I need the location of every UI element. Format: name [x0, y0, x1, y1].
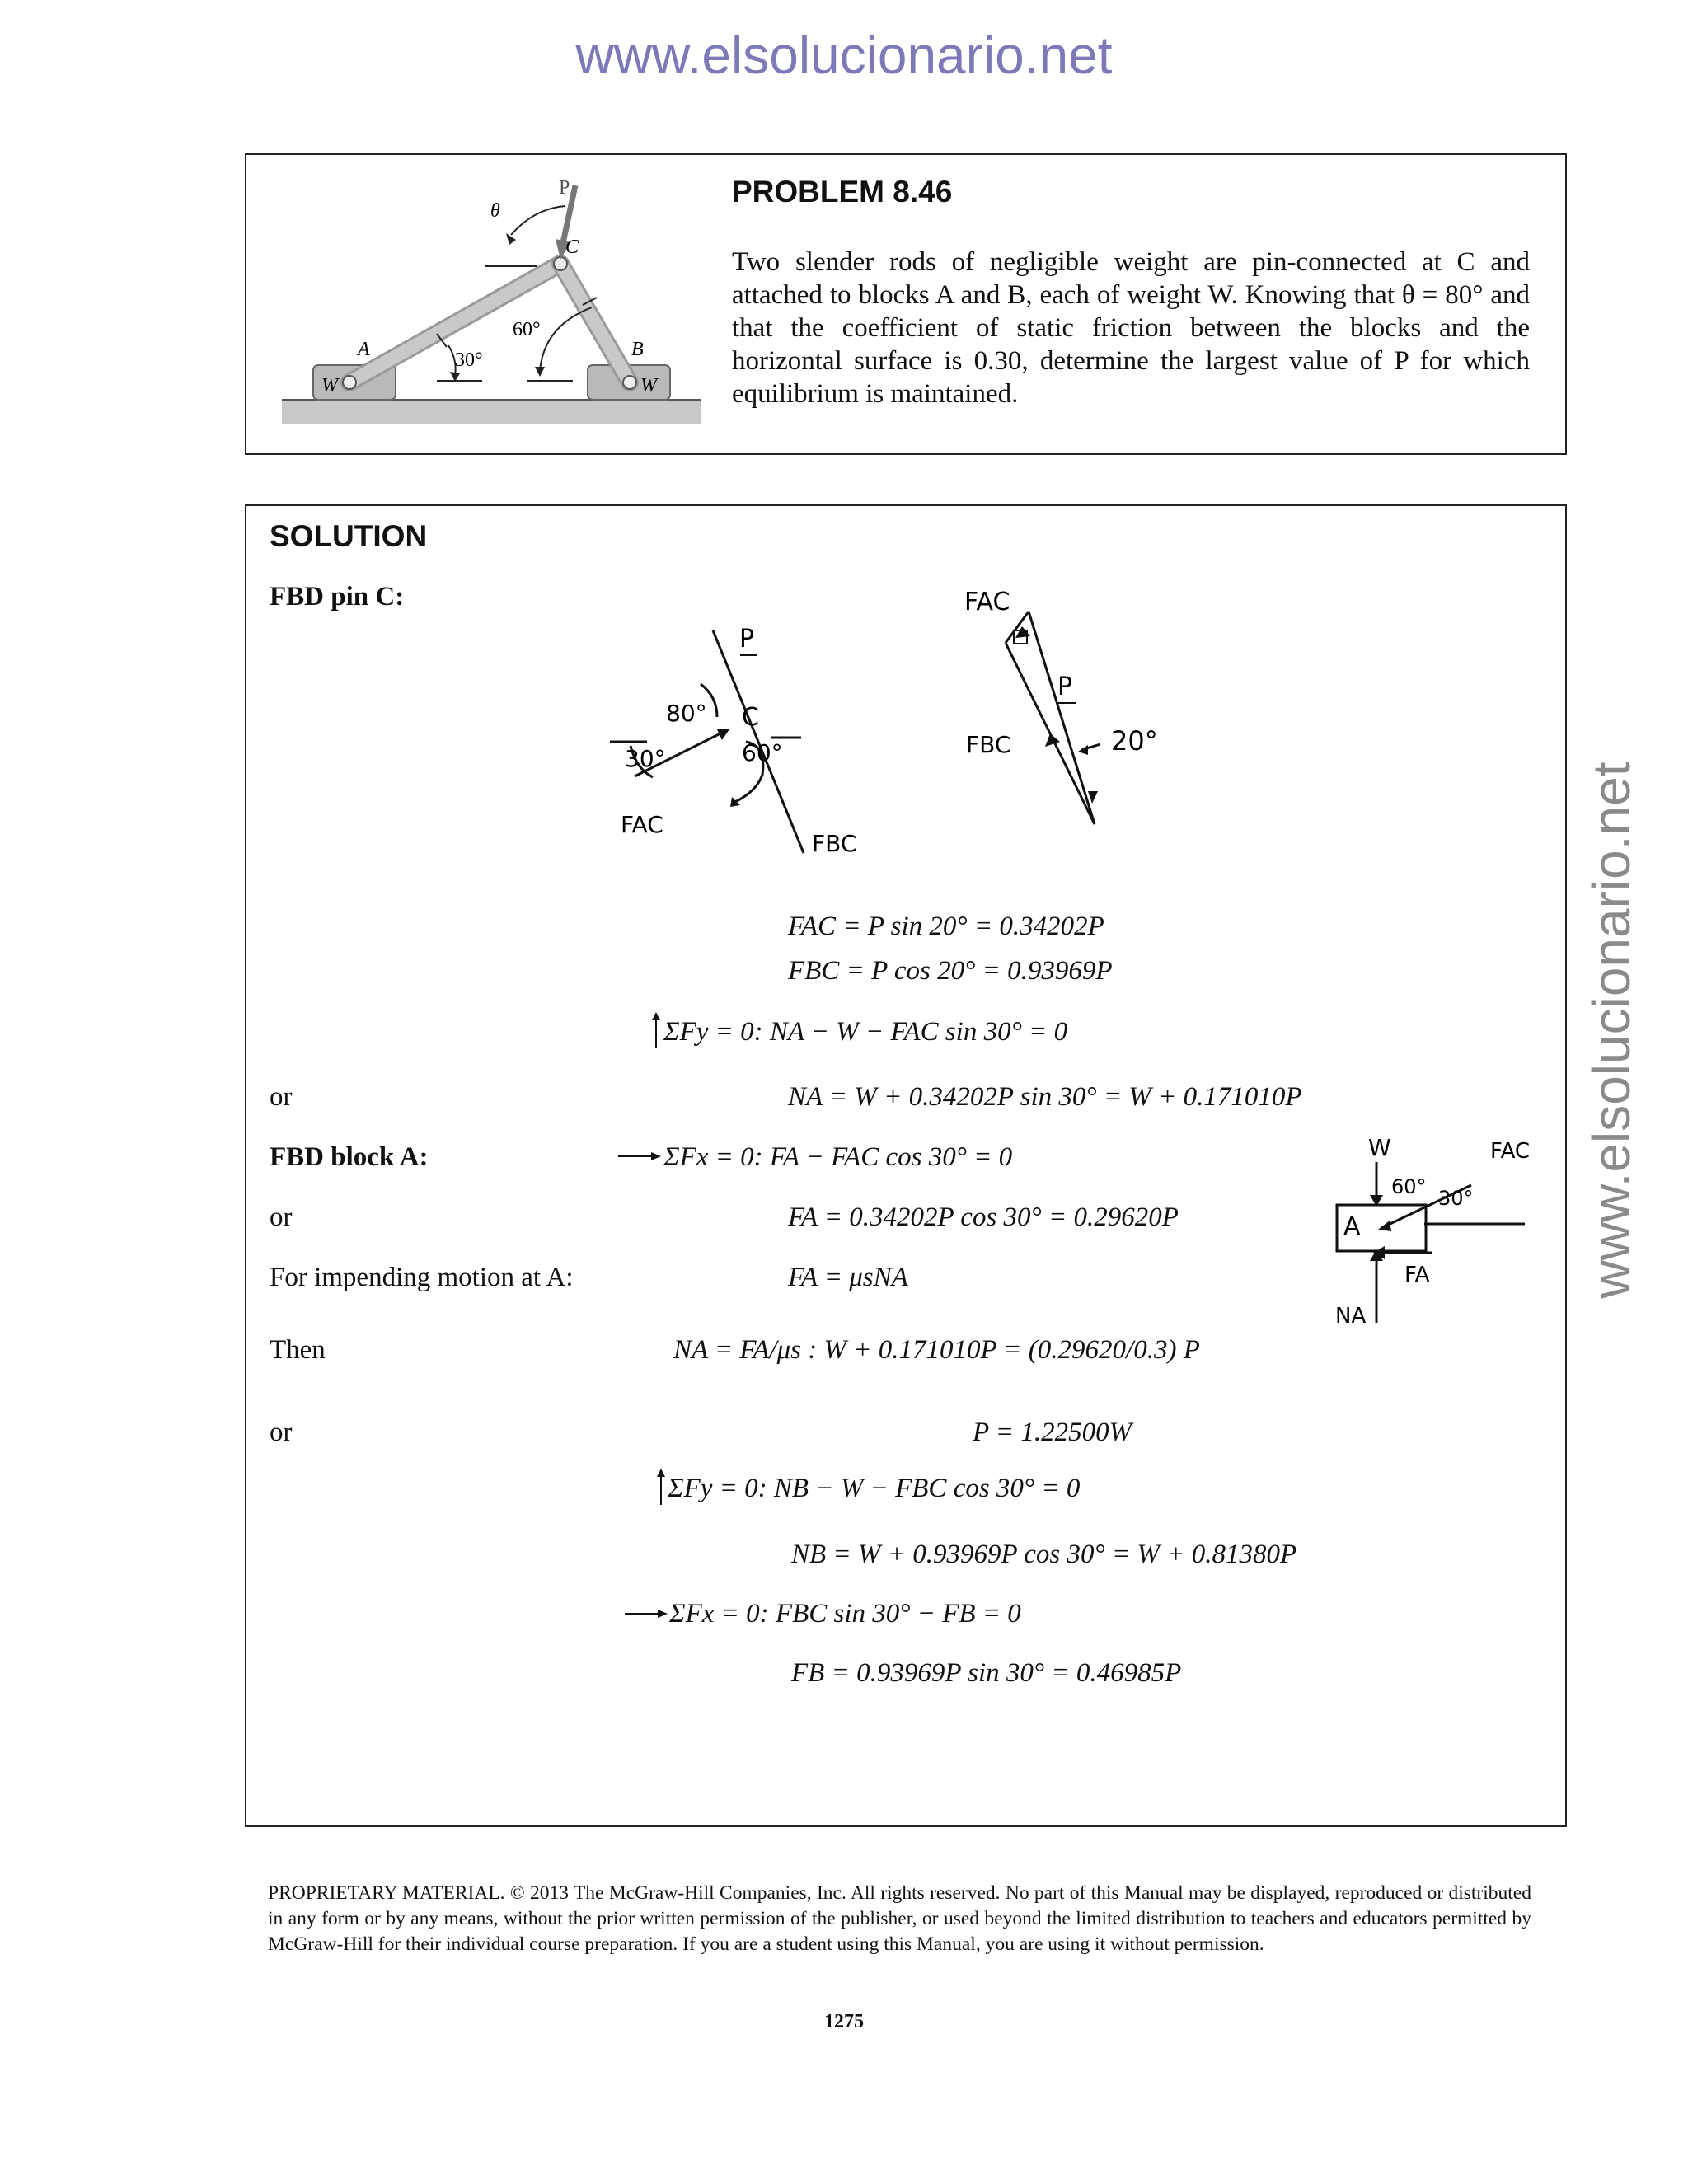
fig-label-w-right: W [640, 375, 657, 396]
blk-fa-label: FA [1404, 1263, 1430, 1287]
eq-fa: FA = 0.34202P cos 30° = 0.29620P [788, 1202, 1179, 1232]
fbd-60-label: 60° [742, 739, 783, 766]
page-number: 1275 [824, 2011, 864, 2032]
blk-60-label: 60° [1391, 1175, 1427, 1198]
tri-fac-label: FAC [964, 588, 1010, 616]
impending-motion-label: For impending motion at A: [270, 1263, 574, 1292]
force-triangle-sketch [956, 585, 1203, 832]
blk-fac-label: FAC [1490, 1139, 1531, 1164]
tri-p-label: P [1057, 673, 1073, 701]
fbd-fac-label: FAC [621, 811, 663, 838]
problem-figure [272, 169, 709, 433]
eq-na: NA = W + 0.34202P sin 30° = W + 0.171010P [788, 1082, 1302, 1112]
eq-nb: NB = W + 0.93969P cos 30° = W + 0.81380P [791, 1540, 1297, 1569]
problem-statement: Two slender rods of negligible weight are pin-connected at C and attached to blocks A and B, each of weight W. Knowing that θ = 80° and that the coefficient of static friction between the blocks and the horizontal surface is 0.30, determine the largest value of P for which equilibrium is maintained. [732, 247, 1530, 409]
eq-sum-fy-a: ΣFy = 0: NA − W − FAC sin 30° = 0 [663, 1017, 1068, 1047]
label-or-2: or [270, 1202, 293, 1232]
blk-w-label: W [1368, 1134, 1391, 1161]
up-arrow-icon [656, 1469, 666, 1507]
eq-sum-fy-b: ΣFy = 0: NB − W − FBC cos 30° = 0 [668, 1474, 1081, 1503]
fig-label-theta: θ [490, 200, 500, 222]
proprietary-notice: PROPRIETARY MATERIAL. © 2013 The McGraw-Hill Companies, Inc. All rights reserved. No part of this Manual may be displayed, reproduced or distributed in any form or by any means, without the prior written permission of the publisher, or used beyond the limited distribution to teachers and educators permitted by McGraw-Hill for their individual course preparation. If you are a student using this Manual, you are using it without permission. [268, 1882, 1531, 1955]
watermark-side: www.elsolucionario.net [1582, 762, 1641, 1299]
blk-30-label: 30° [1438, 1187, 1474, 1210]
fig-label-w-left: W [321, 375, 338, 396]
fbd-fbc-label: FBC [812, 830, 857, 857]
eq-p-result: P = 1.22500W [973, 1418, 1132, 1447]
eq-sum-fx-b: ΣFx = 0: FBC sin 30° − FB = 0 [669, 1599, 1021, 1629]
tri-fbc-label: FBC [966, 731, 1011, 758]
fig-label-a: A [358, 339, 370, 360]
eq-then: NA = FA/μs : W + 0.171010P = (0.29620/0.3) P [673, 1335, 1200, 1365]
fbd-pin-sketch [593, 614, 907, 861]
problem-title: PROBLEM 8.46 [732, 175, 953, 209]
fig-label-p: P [559, 177, 570, 199]
eq-fb: FB = 0.93969P sin 30° = 0.46985P [791, 1658, 1182, 1688]
fbd-c-label: C [742, 703, 759, 732]
fbd-30-label: 30° [625, 745, 666, 772]
fbd-block-a-label: FBD block A: [270, 1142, 429, 1172]
tri-20-label: 20° [1111, 725, 1158, 757]
eq-fac: FAC = P sin 20° = 0.34202P [788, 912, 1104, 941]
fbd-80-label: 80° [666, 700, 707, 727]
eq-impending: FA = μsNA [788, 1263, 908, 1292]
fig-label-30: 30° [455, 349, 483, 371]
blk-a-label: A [1343, 1212, 1361, 1241]
blk-na-label: NA [1335, 1304, 1367, 1329]
label-or-1: or [270, 1082, 293, 1112]
eq-sum-fx-a: ΣFx = 0: FA − FAC cos 30° = 0 [663, 1142, 1013, 1172]
fbd-pin-label: FBD pin C: [270, 582, 405, 612]
fbd-p-label: P [739, 625, 755, 654]
fig-label-c: C [565, 237, 579, 258]
solution-title: SOLUTION [270, 519, 428, 553]
fig-label-60: 60° [513, 319, 541, 340]
right-arrow-icon [625, 1609, 668, 1619]
eq-fbc: FBC = P cos 20° = 0.93969P [788, 956, 1113, 986]
label-or-3: or [270, 1418, 293, 1447]
right-arrow-icon [618, 1151, 661, 1161]
label-then: Then [270, 1335, 326, 1365]
fig-label-b: B [631, 339, 644, 360]
fbd-block-sketch [1327, 1129, 1541, 1343]
watermark-top: www.elsolucionario.net [575, 26, 1113, 85]
up-arrow-icon [651, 1012, 661, 1050]
